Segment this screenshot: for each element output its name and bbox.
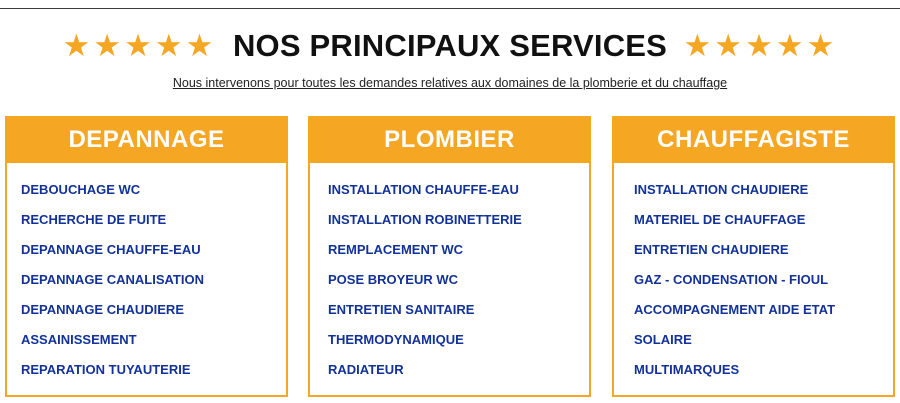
stars-right-icon: ★★★★★ [683,28,838,63]
service-card-heading: DEPANNAGE [7,118,286,163]
list-item[interactable]: ENTRETIEN SANITAIRE [328,302,475,317]
service-card-heading: CHAUFFAGISTE [614,118,893,163]
list-item[interactable]: ACCOMPAGNEMENT AIDE ETAT [634,302,836,317]
list-item[interactable]: DEPANNAGE CHAUFFE-EAU [21,242,201,257]
page-title-row [0,30,900,61]
list-item[interactable]: DEPANNAGE CHAUDIERE [21,302,184,317]
list-item[interactable]: INSTALLATION CHAUFFE-EAU [328,182,519,197]
service-card-depannage [5,116,288,397]
list-item[interactable]: REMPLACEMENT WC [328,242,464,257]
list-item[interactable]: GAZ - CONDENSATION - FIOUL [634,272,829,287]
services-columns [0,116,900,396]
list-item[interactable]: REPARATION TUYAUTERIE [21,362,191,377]
list-item[interactable]: DEPANNAGE CANALISATION [21,272,204,287]
list-item[interactable]: ENTRETIEN CHAUDIERE [634,242,789,257]
page-title: NOS PRINCIPAUX SERVICES [232,28,668,63]
list-item[interactable]: THERMODYNAMIQUE [328,332,464,347]
list-item[interactable]: POSE BROYEUR WC [328,272,459,287]
service-card-body [614,163,893,395]
list-item[interactable]: RECHERCHE DE FUITE [21,212,167,227]
service-card-plombier [308,116,591,397]
stars-left-icon: ★★★★★ [62,28,217,63]
list-item[interactable]: RADIATEUR [328,362,404,377]
list-item[interactable]: INSTALLATION CHAUDIERE [634,182,809,197]
page-subtitle: Nous intervenons pour toutes les demandes relatives aux domaines de la plomberie et du chauffage [172,76,728,90]
list-item[interactable]: SOLAIRE [634,332,692,347]
service-list [614,175,893,385]
list-item[interactable]: DEBOUCHAGE WC [21,182,141,197]
service-card-body [310,163,589,395]
service-list [310,175,589,385]
top-divider [0,8,900,9]
list-item[interactable]: MULTIMARQUES [634,362,740,377]
service-card-chauffagiste [612,116,895,397]
service-card-body [7,163,286,395]
list-item[interactable]: MATERIEL DE CHAUFFAGE [634,212,806,227]
list-item[interactable]: ASSAINISSEMENT [21,332,137,347]
service-list [7,175,286,385]
service-card-heading: PLOMBIER [310,118,589,163]
list-item[interactable]: INSTALLATION ROBINETTERIE [328,212,522,227]
